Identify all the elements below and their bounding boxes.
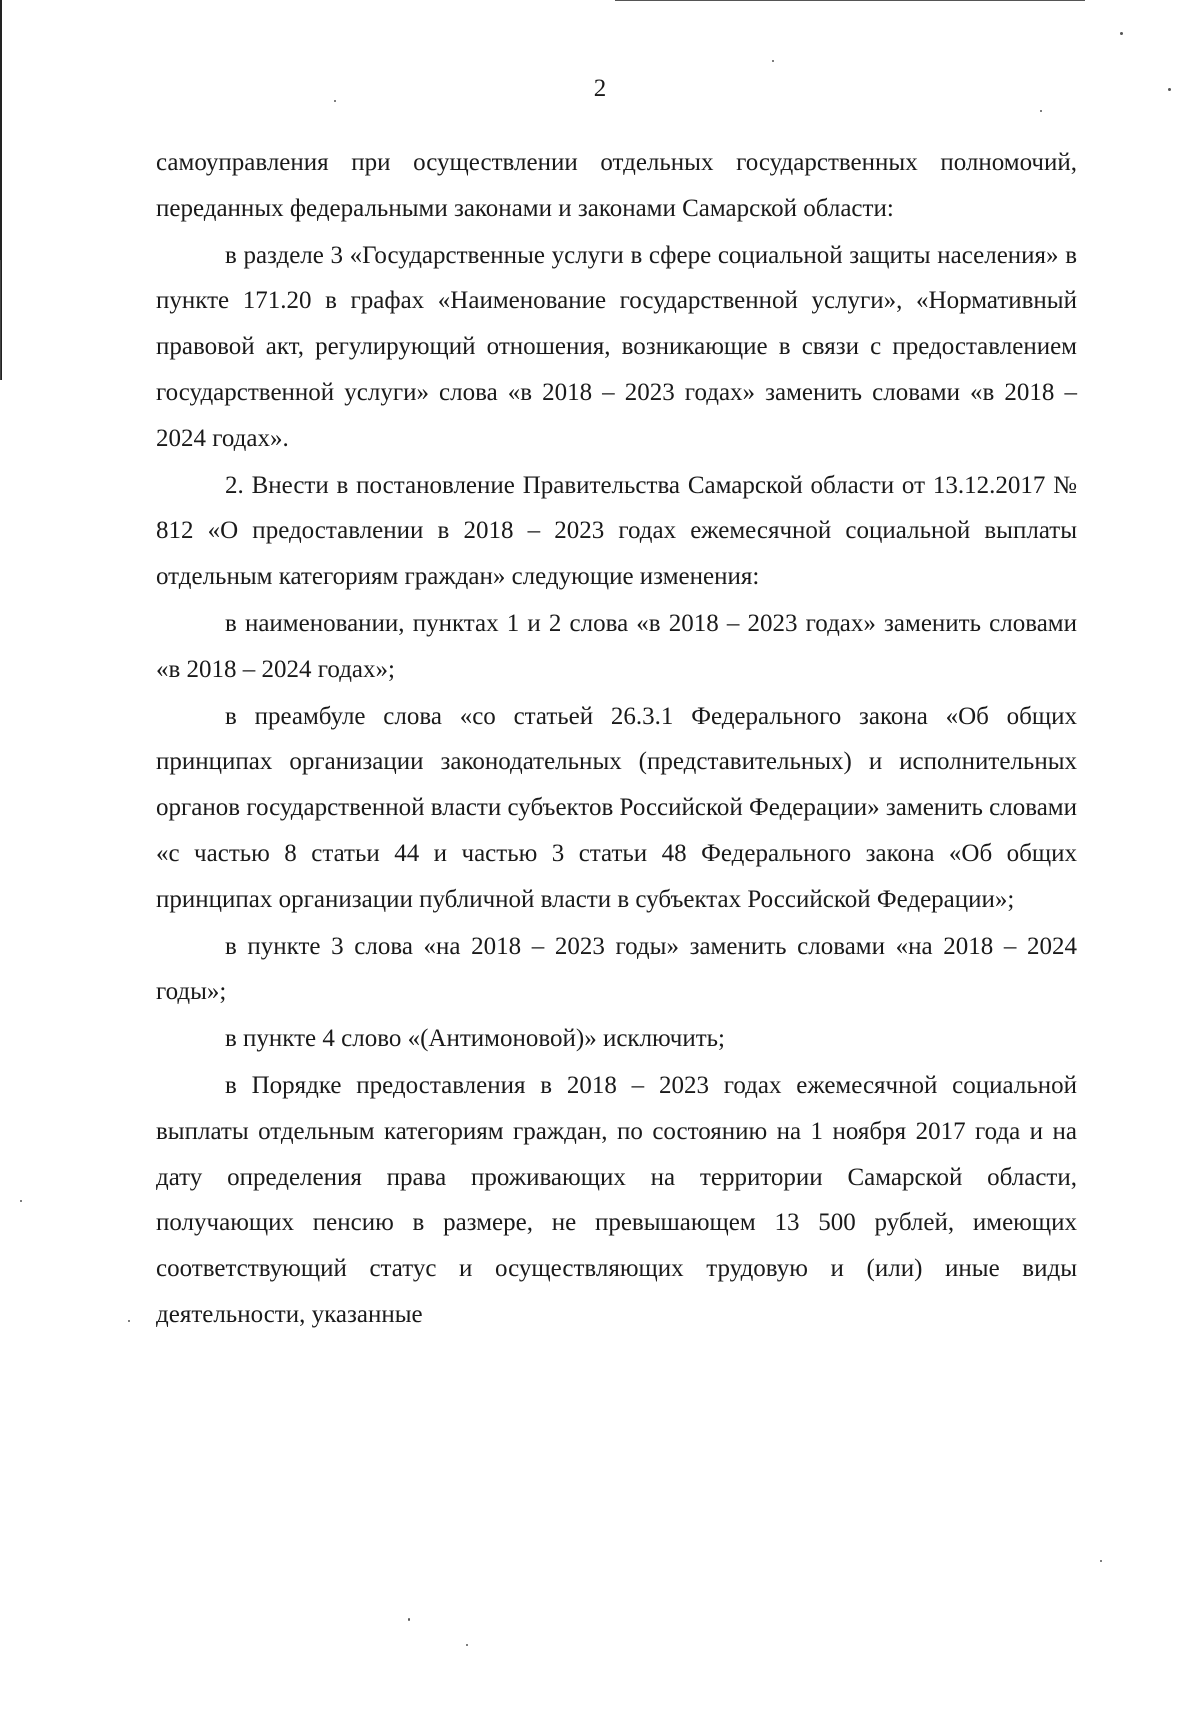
- scan-edge-top: [615, 0, 1085, 1]
- scan-speck: [1168, 88, 1171, 91]
- scan-speck: [334, 100, 336, 102]
- paragraph-point-3: в пункте 3 слова «на 2018 – 2023 годы» заменить словами «на 2018 – 2024 годы»;: [156, 932, 1077, 1006]
- scan-speck: [20, 1200, 22, 1202]
- document-body: [156, 140, 1077, 1338]
- page-number: 2: [593, 75, 607, 102]
- scan-speck: [1040, 110, 1042, 112]
- scan-speck: [772, 60, 774, 62]
- paragraph-procedure: в Порядке предоставления в 2018 – 2023 годах ежемесячной социальной выплаты отдельным категориям граждан, по состоянию на 1 ноября 2017 года и на дату определения права проживающих на территории Самарской области, получающих пенсию в размере, не превышающем 13 500 рублей, имеющих соответствующий статус и осуществляющих трудовую и (или) иные виды деятельности, указанные: [156, 1071, 1077, 1328]
- scan-speck: [1120, 32, 1123, 35]
- paragraph-naming: в наименовании, пунктах 1 и 2 слова «в 2018 – 2023 годах» заменить словами «в 2018 – 2024 годах»;: [156, 609, 1077, 683]
- scan-speck: [408, 1618, 410, 1621]
- scan-speck: [466, 1644, 468, 1646]
- paragraph-section-3: в разделе 3 «Государственные услуги в сфере социальной защиты населения» в пункте 171.20 в графах «Наименование государственной услуги», «Нормативный правовой акт, регулирующий отношения, возникающие в связи с предоставлением государственной услуги» слова «в 2018 – 2023 годах» заменить словами «в 2018 – 2024 годах».: [156, 241, 1077, 452]
- scan-speck: [128, 1320, 130, 1322]
- paragraph-continuation: самоуправления при осуществлении отдельных государственных полномочий, переданных федеральными законами и законами Самарской области:: [156, 149, 1077, 222]
- scan-speck: [1100, 1560, 1102, 1562]
- paragraph-item-2: 2. Внести в постановление Правительства Самарской области от 13.12.2017 № 812 «О предоставлении в 2018 – 2023 годах ежемесячной социальной выплаты отдельным категориям граждан» следующие изменения:: [156, 471, 1077, 591]
- scan-edge-left-inner: [0, 260, 1, 380]
- paragraph-point-4: в пункте 4 слово «(Антимоновой)» исключить;: [225, 1025, 725, 1053]
- paragraph-preamble: в преамбуле слова «со статьей 26.3.1 Федерального закона «Об общих принципах организации законодательных (представительных) и исполнительных органов государственной власти субъектов Российской Федерации» заменить словами «с частью 8 статьи 44 и частью 3 статьи 48 Федерального закона «Об общих принципах организации публичной власти в субъектах Российской Федерации»;: [156, 702, 1077, 913]
